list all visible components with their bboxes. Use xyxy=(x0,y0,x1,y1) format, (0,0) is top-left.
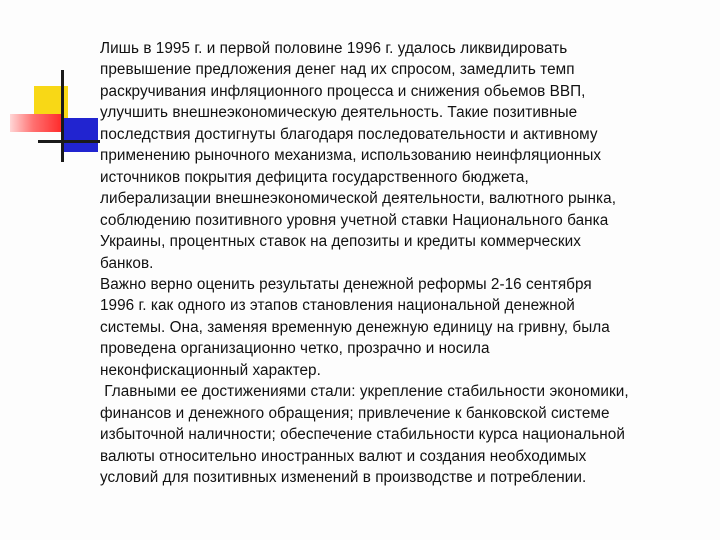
text-line: системы. Она, заменяя временную денежную единицу на гривну, была xyxy=(100,318,610,336)
blue-square xyxy=(62,118,98,152)
text-line: 1996 г. как одного из этапов становления национальной денежной xyxy=(100,297,575,315)
text-line: неконфискационный характер. xyxy=(100,361,321,379)
text-line: источников покрытия дефицита государственного бюджета, xyxy=(100,168,529,186)
vertical-black-line xyxy=(61,70,64,162)
text-line: превышение предложения денег над их спросом, замедлить темп xyxy=(100,61,575,79)
text-line: избыточной наличности; обеспечение стабильности курса национальной xyxy=(100,426,625,444)
text-line: Украины, процентных ставок на депозиты и кредиты коммерческих xyxy=(100,233,581,251)
text-line: улучшить внешнеэкономическую деятельность. Такие позитивные xyxy=(100,104,578,122)
text-line: раскручивания инфляционного процесса и снижения обьемов ВВП, xyxy=(100,82,586,100)
text-line: либерализации внешнеэкономической деятельности, валютного рынка, xyxy=(100,190,616,208)
text-line: валюты относительно иностранных валют и создания необходимых xyxy=(100,447,587,465)
horizontal-black-line xyxy=(38,140,100,143)
text-line: Важно верно оценить результаты денежной реформы 2-16 сентября xyxy=(100,275,592,293)
text-line: финансов и денежного обращения; привлечение к банковской системе xyxy=(100,404,610,422)
text-line: Лишь в 1995 г. и первой половине 1996 г. удалось ликвидировать xyxy=(100,40,568,57)
slide-body-text xyxy=(100,38,716,489)
text-line: применению рыночного механизма, использованию неинфляционных xyxy=(100,147,602,165)
text-line: проведена организационно четко, прозрачно и носила xyxy=(100,340,490,358)
text-line: условий для позитивных изменений в производстве и потреблении. xyxy=(100,469,587,487)
decorative-color-blocks xyxy=(0,0,100,170)
text-line: банков. xyxy=(100,254,154,272)
text-line: соблюдению позитивного уровня учетной ставки Национального банка xyxy=(100,211,609,229)
red-gradient-bar xyxy=(10,114,62,132)
text-line: Главными ее достижениями стали: укрепление стабильности экономики, xyxy=(100,383,629,401)
text-line: последствия достигнуты благодаря последовательности и активному xyxy=(100,125,598,143)
